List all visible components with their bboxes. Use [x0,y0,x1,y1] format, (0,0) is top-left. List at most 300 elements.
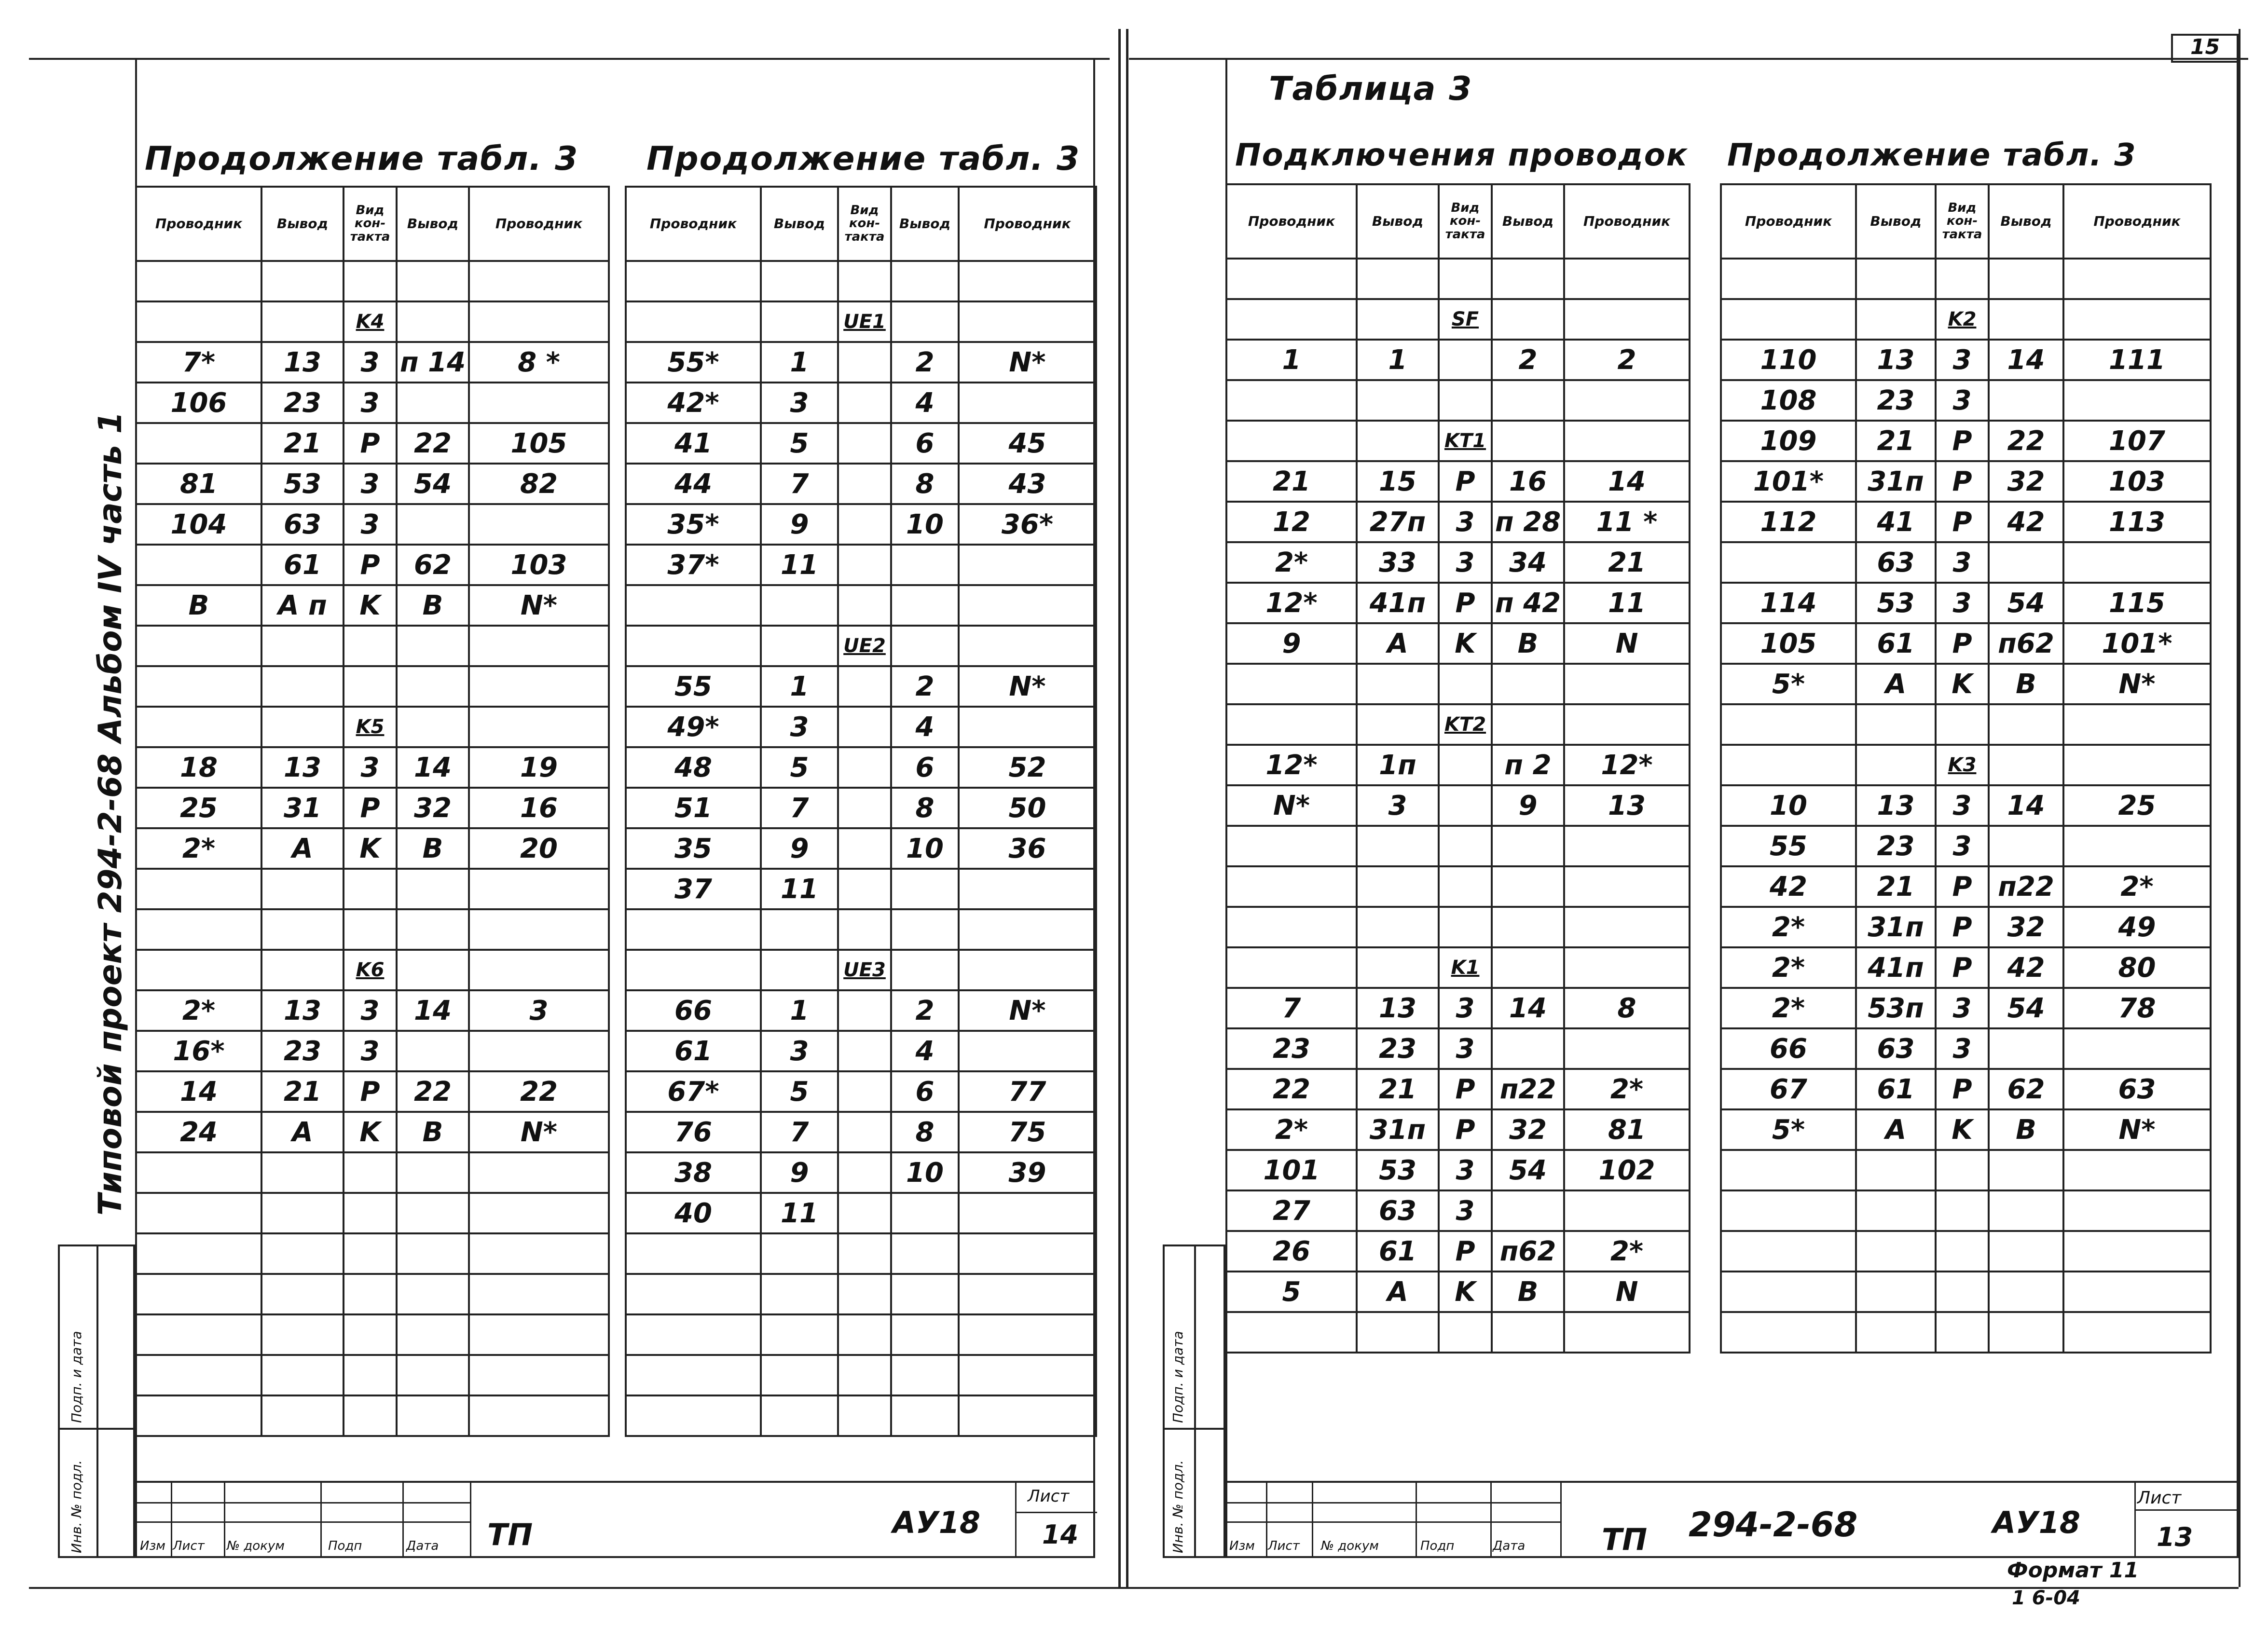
bottom-rule [29,1587,2239,1589]
table-cell: 23 [1357,1028,1439,1069]
table-row [1226,461,1690,502]
table-cell: B [1492,1272,1564,1312]
table-cell [136,1314,261,1355]
table-cell: 22 [397,423,469,464]
table-cell: 5 [761,747,838,788]
table-cell: 13 [1856,785,1936,826]
table-cell [1439,785,1492,826]
col-header-terminal: Вывод [261,187,344,261]
table-cell: 63 [1856,1028,1936,1069]
table-cell [1357,664,1439,704]
table-cell: 62 [1989,1069,2063,1109]
table-cell [1439,380,1492,421]
table-cell: 36 [959,828,1096,869]
table-cell [2063,1190,2211,1231]
table-cell [2063,1312,2211,1353]
table-cell [469,1274,609,1314]
left-stamp-code: ТП [487,1517,533,1552]
table-cell: 52 [959,747,1096,788]
table-cell [891,1355,959,1395]
table-cell: 4 [891,707,959,747]
table-cell [838,1314,891,1355]
table-cell [1226,1312,1357,1353]
table-cell [838,1112,891,1152]
table-row [136,261,609,301]
table-cell [626,909,761,950]
table-cell [261,950,344,990]
table-cell: B [397,828,469,869]
table-cell: 21 [1357,1069,1439,1109]
table-cell: 3 [344,342,397,383]
table-row [1721,542,2211,583]
table-row [136,423,609,464]
table-cell [1856,259,1936,299]
table-row [1721,866,2211,907]
table-cell: K [344,828,397,869]
right-table2 [1720,183,2212,1354]
table-row [1721,1190,2211,1231]
table-row [626,1071,1096,1112]
table-cell: 66 [626,990,761,1031]
table-cell [344,261,397,301]
table-cell: 11 [761,545,838,585]
table-cell [891,626,959,666]
table-cell: N* [1226,785,1357,826]
table-cell: 112 [1721,502,1856,542]
left-side-block-h1 [58,1428,135,1430]
table-cell [1439,745,1492,785]
table-cell [761,1274,838,1314]
table-cell [397,909,469,950]
table-cell: 14 [397,747,469,788]
table-cell: 54 [1989,988,2063,1028]
table-row [626,950,1096,990]
table-cell: 8 [891,464,959,504]
right-stamp-col-date: Дата [1493,1539,1526,1553]
table-cell: 75 [959,1112,1096,1152]
table-cell: 5 [761,423,838,464]
table-cell: 2* [1564,1231,1690,1272]
table-cell [2063,259,2211,299]
table-cell: A [1357,1272,1439,1312]
table-row [1226,947,1690,988]
table-cell: 113 [2063,502,2211,542]
table-cell [2063,704,2211,745]
table-cell [1564,826,1690,866]
table-cell [1226,664,1357,704]
table-cell [959,1233,1096,1274]
table-row [136,1152,609,1193]
table-cell [626,301,761,342]
table-cell [1989,1150,2063,1190]
table-cell [344,1233,397,1274]
table-row [1226,1109,1690,1150]
table-row [136,909,609,950]
table-row [136,342,609,383]
table-cell [261,1274,344,1314]
table-row [1721,1109,2211,1150]
table-cell [1936,1231,1989,1272]
table-cell [397,950,469,990]
table-row [626,1112,1096,1152]
table-cell [1226,866,1357,907]
table-cell [261,1152,344,1193]
table-cell: A [1856,664,1936,704]
table-cell: 49 [2063,907,2211,947]
col-header-conductor: Проводник [2063,184,2211,259]
table-cell [1492,907,1564,947]
table-cell: K [1439,1272,1492,1312]
table-cell [1721,1150,1856,1190]
table-row [136,504,609,545]
table-cell [761,626,838,666]
table-cell: 13 [1856,340,1936,380]
col-header-terminal: Вывод [1856,184,1936,259]
table-cell [1226,947,1357,988]
table-cell [1492,259,1564,299]
table-cell: 8 [891,1112,959,1152]
table-cell: п 42 [1492,583,1564,623]
left-table2 [625,186,1097,1437]
table-cell: 115 [2063,583,2211,623]
table-cell: P [344,788,397,828]
table-row [1226,1150,1690,1190]
table-cell [1492,421,1564,461]
table-cell [891,1274,959,1314]
table-cell: 13 [1564,785,1690,826]
table-cell: 3 [1439,542,1492,583]
table-cell [1936,704,1989,745]
table-cell: п22 [1989,866,2063,907]
table-cell [1439,826,1492,866]
table-cell: 111 [2063,340,2211,380]
table-cell: 14 [136,1071,261,1112]
table-row [136,545,609,585]
table-cell: 14 [1989,785,2063,826]
table-cell: 55 [1721,826,1856,866]
table-cell [626,261,761,301]
table-cell [761,950,838,990]
table-cell: 104 [136,504,261,545]
table-cell [838,869,891,909]
table-row [1721,826,2211,866]
table-cell [1492,1312,1564,1353]
table-cell: 109 [1721,421,1856,461]
table-cell: 14 [1989,340,2063,380]
table-cell: 14 [1492,988,1564,1028]
table-cell [1492,704,1564,745]
table-cell [344,626,397,666]
table-cell [891,869,959,909]
table-cell [397,1233,469,1274]
table-row [626,828,1096,869]
table-cell: 3 [1936,542,1989,583]
table-row [1721,340,2211,380]
table-cell: 63 [2063,1069,2211,1109]
table-cell: 9 [761,504,838,545]
table-row [1721,988,2211,1028]
table-cell [397,666,469,707]
table-cell [136,869,261,909]
table-cell: 41п [1856,947,1936,988]
table-cell [1721,1312,1856,1353]
table-cell [891,1233,959,1274]
table-cell: 81 [1564,1109,1690,1150]
table-cell: 48 [626,747,761,788]
table-cell: 33 [1357,542,1439,583]
table-cell [838,747,891,788]
table-cell: 1 [1357,340,1439,380]
table-row [626,626,1096,666]
table-cell: 3 [1439,1150,1492,1190]
table-row [1721,1028,2211,1069]
table-cell [1989,1231,2063,1272]
table-cell: 37* [626,545,761,585]
table-cell [1564,380,1690,421]
table-cell [838,1355,891,1395]
table-cell [1564,907,1690,947]
table-cell [469,261,609,301]
table-cell [261,1355,344,1395]
table-cell: 2 [891,666,959,707]
table-cell [1989,745,2063,785]
table-cell: 3 [469,990,609,1031]
table-cell: 41п [1357,583,1439,623]
table-cell [838,1193,891,1233]
table-cell [261,909,344,950]
left-stamp-col-doc: № докум [227,1539,285,1553]
table-cell [1226,907,1357,947]
table-cell: 40 [626,1193,761,1233]
table-cell [1226,299,1357,340]
table-cell [761,301,838,342]
table-cell: 8 [891,788,959,828]
sheet-number: 15 [2190,35,2220,59]
table-cell: 32 [1989,907,2063,947]
table-cell: 35* [626,504,761,545]
table-cell [959,1193,1096,1233]
table-row [626,909,1096,950]
table-cell: 16* [136,1031,261,1071]
table-cell: N* [469,585,609,626]
left-stamp-sheet-no: 14 [1042,1519,1079,1550]
table-cell: п62 [1989,623,2063,664]
table-cell: 114 [1721,583,1856,623]
table-row [626,1274,1096,1314]
table-cell: 50 [959,788,1096,828]
table-cell [1564,259,1690,299]
table-row [1721,299,2211,340]
table-cell: 54 [1989,583,2063,623]
table-cell [1357,866,1439,907]
device-designator: K5 [344,707,397,747]
table-cell: 106 [136,383,261,423]
table-cell [344,869,397,909]
table-cell [1357,826,1439,866]
table-row [626,1233,1096,1274]
table-cell: 103 [469,545,609,585]
table-cell [838,1031,891,1071]
table-cell [838,464,891,504]
table-cell: 66 [1721,1028,1856,1069]
table-cell: 3 [344,504,397,545]
table-cell: 2 [1492,340,1564,380]
table-cell [2063,1272,2211,1312]
table-cell: 4 [891,383,959,423]
table-row [136,1314,609,1355]
table-cell: 3 [761,383,838,423]
table-cell: 105 [469,423,609,464]
table-cell: 9 [761,828,838,869]
table-cell [838,666,891,707]
table-cell: п62 [1492,1231,1564,1272]
table-cell [1989,259,2063,299]
table-cell: 55* [626,342,761,383]
table-cell [626,585,761,626]
table-cell: 23 [1226,1028,1357,1069]
table-cell: 38 [626,1152,761,1193]
table-row [136,788,609,828]
table-cell [344,1355,397,1395]
table-row [626,1355,1096,1395]
table-cell [397,707,469,747]
left-side-label-date: Подп. и дата [69,1331,84,1423]
table-row [136,666,609,707]
table-row [136,1193,609,1233]
table-cell: N* [959,666,1096,707]
table-cell [1564,299,1690,340]
table-cell: N* [2063,1109,2211,1150]
device-designator: UE2 [838,626,891,666]
table-cell: 22 [1989,421,2063,461]
left-table1 [135,186,610,1437]
table-row [136,1355,609,1395]
right-side-label-date: Подп. и дата [1170,1331,1186,1423]
table-cell [397,383,469,423]
table-cell: 3 [344,990,397,1031]
table-cell: 3 [1357,785,1439,826]
table-cell [1989,542,2063,583]
table-cell: 35 [626,828,761,869]
table-cell [397,301,469,342]
table-cell: 11 * [1564,502,1690,542]
table-cell [1721,1272,1856,1312]
table-cell: 82 [469,464,609,504]
table-cell [959,869,1096,909]
right-side-block-h1 [1163,1428,1225,1430]
table-cell: 21 [1856,866,1936,907]
col-header-conductor: Проводник [1226,184,1357,259]
table-cell [136,545,261,585]
right-stamp-col-sign: Подп [1420,1539,1455,1553]
table-cell [1564,1312,1690,1353]
table-cell: 3 [761,1031,838,1071]
table-row [626,1395,1096,1436]
table-cell: 102 [1564,1150,1690,1190]
table-cell: 11 [761,869,838,909]
table-cell: 2* [1721,947,1856,988]
table-cell [1856,704,1936,745]
table-cell: 2* [1564,1069,1690,1109]
table-row [136,828,609,869]
table-cell: N* [959,342,1096,383]
table-cell: 53 [1357,1150,1439,1190]
table-cell [397,1395,469,1436]
table-cell [626,1233,761,1274]
table-cell: 101 [1226,1150,1357,1190]
table-cell [1492,1028,1564,1069]
col-header-terminal: Вывод [397,187,469,261]
table-row [626,1152,1096,1193]
table-cell: 61 [1856,623,1936,664]
table-cell [2063,299,2211,340]
table-cell: п 28 [1492,502,1564,542]
table-cell: 3 [1439,1190,1492,1231]
table-cell: 23 [261,1031,344,1071]
table-cell [1989,1190,2063,1231]
table-cell [1856,1272,1936,1312]
table-cell: 31п [1357,1109,1439,1150]
center-fold-1 [1118,29,1121,1587]
table-cell [1492,866,1564,907]
table-row [136,585,609,626]
table-cell [136,1233,261,1274]
table-cell [891,1395,959,1436]
col-header-contact-type: Вид кон- такта [1439,184,1492,259]
table-cell: K [1936,664,1989,704]
table-cell: 41 [626,423,761,464]
table-cell [838,990,891,1031]
table-cell [136,301,261,342]
table-cell: 107 [2063,421,2211,461]
table-cell [1721,299,1856,340]
table-cell [1226,421,1357,461]
table-cell: 42 [1989,947,2063,988]
table-cell: K [1439,623,1492,664]
table-cell: 13 [1357,988,1439,1028]
table-cell [397,1314,469,1355]
table-row [1721,1312,2211,1353]
left-stamp-col-date: Дата [406,1539,439,1553]
table-row [1721,421,2211,461]
table-cell [469,383,609,423]
table-cell [136,626,261,666]
table-cell [1856,1312,1936,1353]
col-header-conductor: Проводник [959,187,1096,261]
table-row [1721,380,2211,421]
table-cell: 61 [1357,1231,1439,1272]
table-cell: 13 [261,747,344,788]
table-cell [1492,299,1564,340]
table-row [1226,1231,1690,1272]
table-cell [626,626,761,666]
left-stamp-col-list: Лист [173,1539,205,1553]
table-cell: A п [261,585,344,626]
right-stamp-col-doc: № докум [1321,1539,1379,1553]
right-stamp-sheet-no: 13 [2157,1522,2193,1552]
table-cell: N* [469,1112,609,1152]
table-cell: 6 [891,1071,959,1112]
table-row [1226,1272,1690,1312]
table-cell: 9 [761,1152,838,1193]
table-row [136,464,609,504]
table-cell [959,950,1096,990]
table-cell [1989,380,2063,421]
table-cell [891,261,959,301]
table-cell: 2* [2063,866,2211,907]
table-cell [959,545,1096,585]
col-header-contact-type: Вид кон- такта [1936,184,1989,259]
